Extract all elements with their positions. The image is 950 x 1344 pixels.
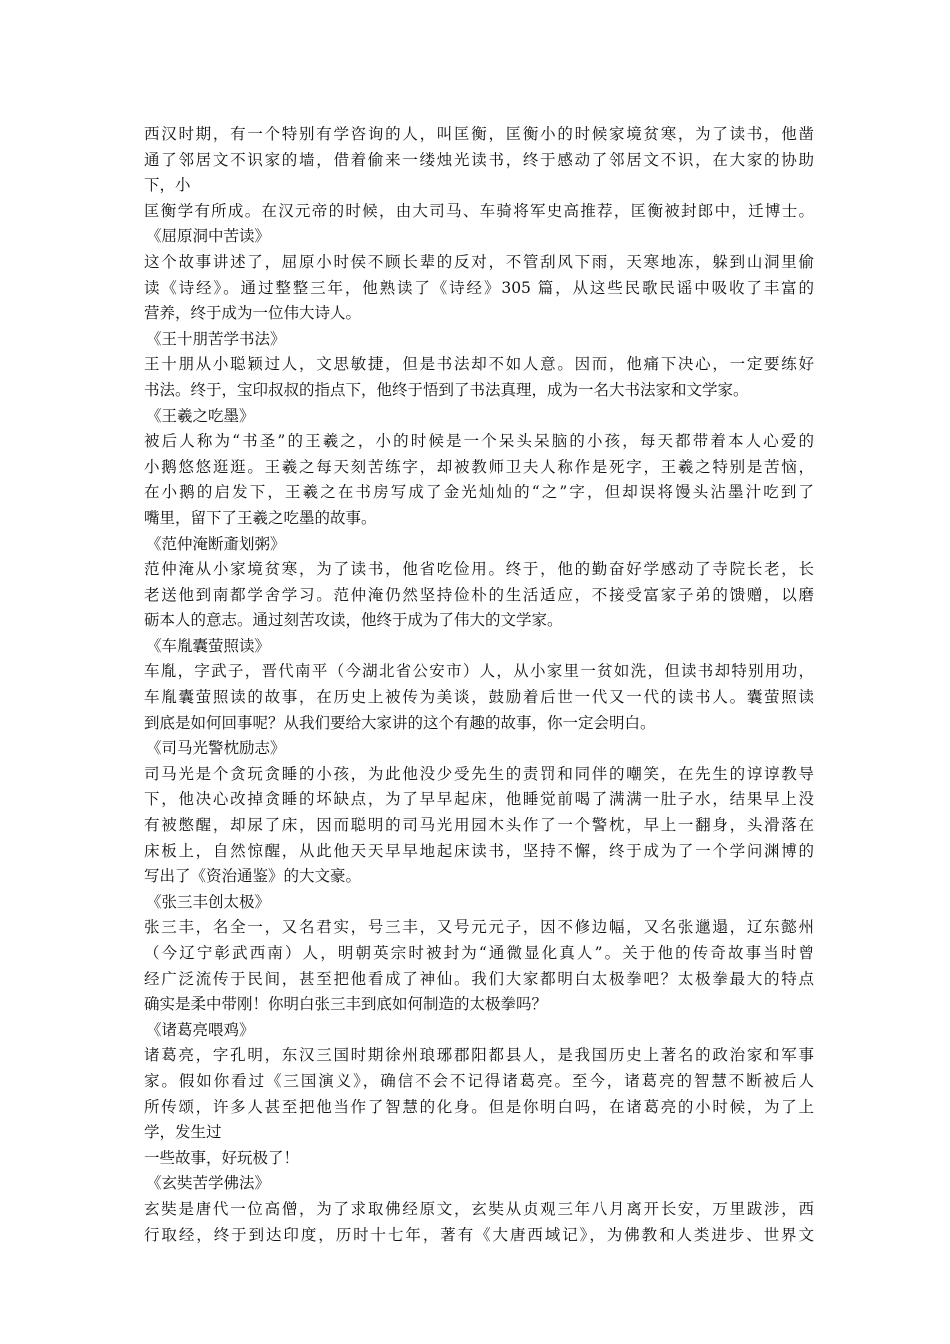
paragraph-line: 车胤，字武子，晋代南平（今湖北省公安市）人，从小家里一贫如洗，但读书却特别用功， [144,662,814,681]
paragraph-line: 老送他到南都学舍学习。范仲淹仍然坚持俭朴的生活适应，不接受富家子弟的馈赠，以磨 [144,585,814,604]
story-paragraph [144,352,814,403]
story-paragraph [144,122,814,224]
story-paragraph [144,250,814,327]
story-title: 《玄奘苦学佛法》 [146,1174,271,1193]
paragraph-line: 玄奘是唐代一位高僧，为了求取佛经原文，玄奘从贞观三年八月离开长安，万里跋涉，西 [144,1199,814,1218]
paragraph-line: 嘴里，留下了王羲之吃墨的故事。 [144,508,377,527]
paragraph-line: 这个故事讲述了，屈原小时侯不顾长辈的反对，不管刮风下雨，天寒地冻，躲到山洞里偷 [144,252,814,271]
paragraph-line: 行取经，终于到达印度，历时十七年，著有《大唐西域记》，为佛教和人类进步、世界文 [144,1225,814,1244]
paragraph-line: （今辽宁彰武西南）人，明朝英宗时被封为“通微显化真人”。关于他的传奇故事当时曾 [144,944,814,962]
paragraph-line: 车胤囊萤照读的故事，在历史上被传为美谈，鼓励着后世一代又一代的读书人。囊萤照读 [144,688,814,707]
story-title: 《屈原洞中苦读》 [146,227,271,246]
paragraph-line: 书法。终于，宝印叔叔的指点下，他终于悟到了书法真理，成为一名大书法家和文学家。 [144,380,749,399]
paragraph-line: 家。假如你看过《三国演义》，确信不会不记得诸葛亮。至今，诸葛亮的智慧不断被后人 [144,1071,814,1090]
paragraph-line: 下，他决心改掉贪睡的坏缺点，为了早早起床，他睡觉前喝了满满一肚子水，结果早上没 [144,790,814,809]
story-title: 《王十朋苦学书法》 [146,329,286,348]
paragraph-line: 写出了《资治通鉴》的大文豪。 [144,867,362,886]
document-page [144,122,814,1248]
paragraph-line: 一些故事，好玩极了！ [144,1148,300,1167]
story-title: 《诸葛亮喂鸡》 [146,1020,255,1039]
paragraph-line: 床板上，自然惊醒，从此他天天早早地起床读书，坚持不懈，终于成为了一个学问渊博的 [144,841,814,860]
paragraph-line: 经广泛流传于民间，甚至把他看成了神仙。我们大家都明白太极拳吧？太极拳最大的特点 [144,969,814,988]
story-paragraph [144,762,814,890]
story-title: 《司马光警枕励志》 [146,739,286,758]
story-paragraph [144,1197,814,1248]
story-paragraph [144,557,814,634]
story-paragraph [144,915,814,1017]
paragraph-line: 通了邻居文不识家的墙，借着偷来一缕烛光读书，终于感动了邻居文不识，在大家的协助 [144,150,814,169]
paragraph-line: 张三丰，名全一，又名君实，号三丰，又号元元子，因不修边幅，又名张邋遢，辽东懿州 [144,918,814,937]
paragraph-line: 读《诗经》。通过整整三年，他熟读了《诗经》305 篇，从这些民歌民谣中吸收了丰富的 [144,278,814,297]
paragraph-line: 下，小 [144,176,191,195]
story-title: 《王羲之吃墨》 [146,406,255,425]
paragraph-line: 学，发生过 [144,1123,222,1142]
paragraph-line: 到底是如何回事呢？从我们要给大家讲的这个有趣的故事，你一定会明白。 [144,713,656,732]
paragraph-line: 西汉时期，有一个特别有学咨询的人，叫匡衡，匡衡小的时候家境贫寒，为了读书，他凿 [144,125,814,143]
story-title: 《车胤囊萤照读》 [146,636,271,655]
paragraph-line: 被后人称为“书圣”的王羲之，小的时候是一个呆头呆脑的小孩，每天都带着本人心爱的 [144,432,814,451]
paragraph-line: 诸葛亮，字孔明，东汉三国时期徐州琅琊郡阳都县人，是我国历史上著名的政治家和军事 [144,1046,814,1065]
paragraph-line: 有被憋醒，却尿了床，因而聪明的司马光用园木头作了一个警枕，早上一翻身，头滑落在 [144,816,814,835]
paragraph-line: 砺本人的意志。通过刻苦攻读，他终于成为了伟大的文学家。 [144,611,563,630]
story-paragraph [144,659,814,736]
paragraph-line: 在小鹅的启发下，王羲之在书房写成了金光灿灿的“之”字，但却误将馒头沾墨汁吃到了 [144,483,814,502]
story-paragraph [144,429,814,531]
paragraph-line: 范仲淹从小家境贫寒，为了读书，他省吃俭用。终于，他的勤奋好学感动了寺院长老，长 [144,560,814,579]
paragraph-line: 小鹅悠悠逛逛。王羲之每天刻苦练字，却被教师卫夫人称作是死字，王羲之特别是苦恼， [144,457,814,476]
paragraph-line: 营养，终于成为一位伟大诗人。 [144,304,362,323]
story-paragraph [144,1043,814,1171]
paragraph-line: 确实是柔中带刚！你明白张三丰到底如何制造的太极拳吗？ [144,995,548,1014]
story-title: 《范仲淹断齑划粥》 [146,534,286,553]
paragraph-line: 司马光是个贪玩贪睡的小孩，为此他没少受先生的责罚和同伴的嘲笑，在先生的谆谆教导 [144,764,814,783]
paragraph-line: 匡衡学有所成。在汉元帝的时候，由大司马、车骑将军史高推荐，匡衡被封郎中，迁博士。 [144,201,814,220]
paragraph-line: 王十朋从小聪颖过人，文思敏捷，但是书法却不如人意。因而，他痛下决心，一定要练好 [144,355,814,374]
paragraph-line: 所传颂，许多人甚至把他当作了智慧的化身。但是你明白吗，在诸葛亮的小时候，为了上 [144,1097,814,1116]
story-title: 《张三丰创太极》 [146,892,271,911]
